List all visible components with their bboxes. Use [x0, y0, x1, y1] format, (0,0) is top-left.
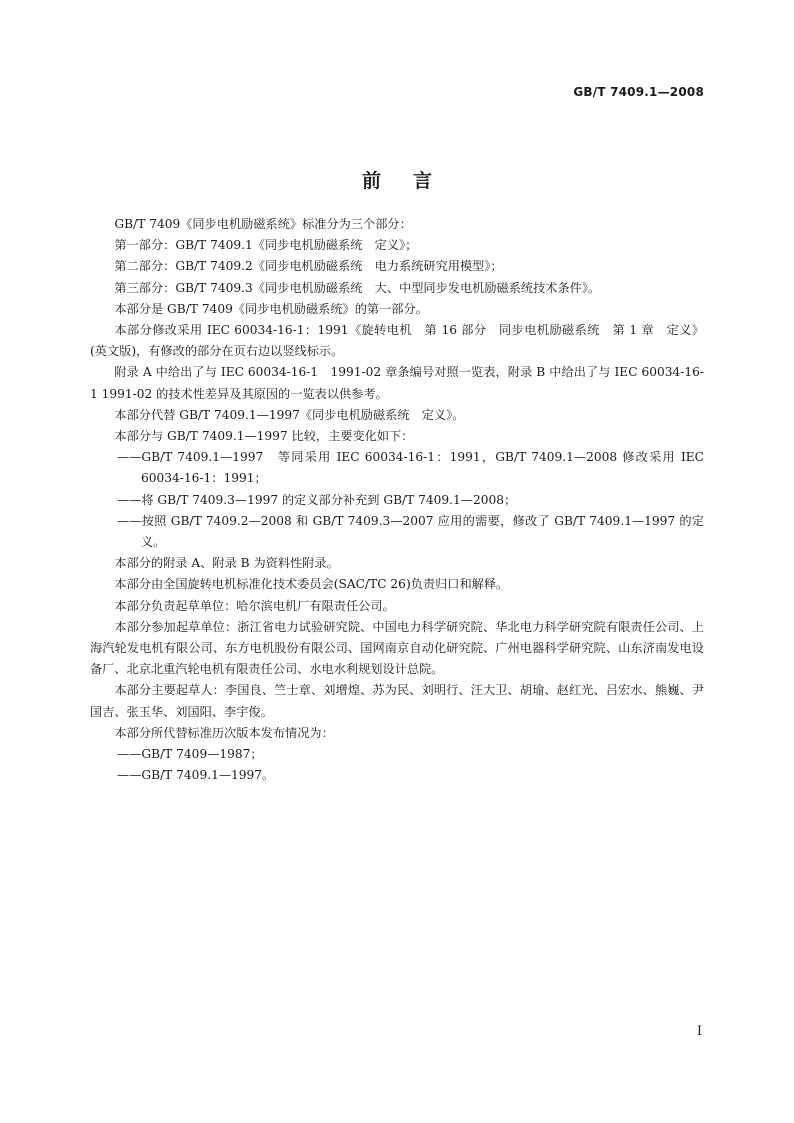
paragraph-replaces: 本部分代替 GB/T 7409.1—1997《同步电机励磁系统 定义》。: [114, 407, 465, 422]
paragraph-part-3: 第三部分：GB/T 7409.3《同步电机励磁系统 大、中型同步发电机励磁系统技术条件》。: [114, 280, 601, 295]
page-title: 前言: [361, 169, 464, 192]
standard-code: GB/T 7409.1—2008: [573, 85, 704, 99]
paragraph-responsible-unit: 本部分负责起草单位：哈尔滨电机厂有限责任公司。: [114, 598, 395, 613]
list-item-history-1: ——GB/T 7409—1987；: [117, 747, 263, 762]
paragraph-modification: 本部分修改采用 IEC 60034-16-1：1991《旋转电机 第 16 部分 同步电机励磁系统 第 1 章 定义》(英文版)，有修改的部分在页右边以竖线标示。: [90, 323, 704, 359]
foreword-body: [90, 214, 704, 786]
list-item-change-1: ——GB/T 7409.1—1997 等同采用 IEC 60034-16-1：1991，GB/T 7409.1—2008 修改采用 IEC 60034-16-1：1991；: [117, 450, 704, 486]
paragraph-committee: 本部分由全国旋转电机标准化技术委员会(SAC/TC 26)负责归口和解释。: [114, 577, 509, 592]
paragraph-annex-info: 附录 A 中给出了与 IEC 60034-16-1 1991-02 章条编号对照一览表，附录 B 中给出了与 IEC 60034-16-1 1991-02 的技术性差异及其原因的一览表以供参考。: [90, 365, 704, 401]
paragraph-part-1: 第一部分：GB/T 7409.1《同步电机励磁系统 定义》；: [114, 238, 418, 253]
paragraph-parts-intro: GB/T 7409《同步电机励磁系统》标准分为三个部分：: [114, 217, 412, 231]
paragraph-changes-intro: 本部分与 GB/T 7409.1—1997 比较，主要变化如下：: [114, 429, 414, 444]
paragraph-drafters: 本部分主要起草人：李国良、竺士章、刘增煌、苏为民、刘明行、汪大卫、胡瑜、赵红光、吕宏水、熊巍、尹国吉、张玉华、刘国阳、李宇俊。: [90, 683, 704, 719]
paragraph-history-intro: 本部分所代替标准历次版本发布情况为：: [114, 725, 334, 740]
page-number: I: [696, 1024, 702, 1039]
paragraph-this-part: 本部分是 GB/T 7409《同步电机励磁系统》的第一部分。: [114, 301, 428, 316]
paragraph-participating-units: 本部分参加起草单位：浙江省电力试验研究院、中国电力科学研究院、华北电力科学研究院有限责任公司、上海汽轮发电机有限公司、东方电机股份有限公司、国网南京自动化研究院、广州电器科学研究院、山东济南发电设备厂、北京北重汽轮电机有限责任公司、水电水利规划设计总院。: [90, 619, 704, 677]
list-item-history-2: ——GB/T 7409.1—1997。: [117, 768, 275, 783]
list-item-change-2: ——将 GB/T 7409.3—1997 的定义部分补充到 GB/T 7409.1—2008；: [117, 492, 517, 507]
paragraph-annex-type: 本部分的附录 A、附录 B 为资料性附录。: [114, 556, 339, 571]
paragraph-part-2: 第二部分：GB/T 7409.2《同步电机励磁系统 电力系统研究用模型》；: [114, 259, 503, 274]
list-item-change-3: ——按照 GB/T 7409.2—2008 和 GB/T 7409.3—2007 应用的需要，修改了 GB/T 7409.1—1997 的定义。: [117, 513, 704, 550]
